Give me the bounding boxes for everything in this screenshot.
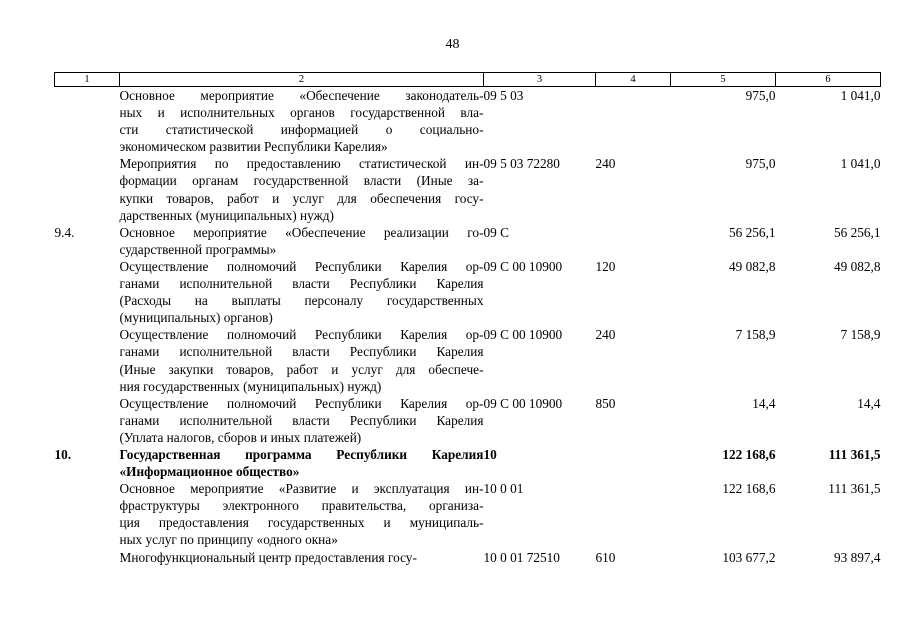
description-line: (муниципальных) органов) [119, 310, 273, 326]
description-line: Многофункциональный центр предоставления госу- [119, 549, 417, 565]
row-description [120, 326, 484, 394]
row-description [120, 224, 484, 258]
budget-table [54, 72, 881, 566]
description-line: ния государственных (муниципальных) нужд) [119, 378, 382, 394]
amount-year-2: 1 041,0 [840, 156, 881, 172]
table-row [55, 395, 881, 446]
row-description [120, 155, 484, 223]
amount-year-1: 975,0 [745, 88, 776, 103]
description-line: ганами исполнительной власти Республики Карелия [119, 412, 484, 428]
row-number [55, 326, 120, 394]
amount-year-2: 7 158,9 [840, 327, 881, 343]
amount-year-2: 1 041,0 [840, 88, 881, 103]
description-line: фраструктуры электронного правительства, организа- [119, 498, 484, 514]
column-header: 5 [671, 73, 776, 87]
expense-type [596, 480, 671, 548]
column-header: 1 [55, 73, 120, 87]
table-row [55, 326, 881, 394]
amount-year-2: 111 361,5 [828, 481, 881, 497]
expense-type: 240 [595, 327, 616, 343]
expense-type [596, 224, 671, 258]
amount-year-2: 49 082,8 [833, 258, 881, 274]
table-row [55, 549, 881, 566]
budget-code: 09 С 00 10900 [483, 327, 563, 343]
row-number: 10. [54, 446, 72, 462]
table-row [55, 155, 881, 223]
description-line: купки товаров, работ и услуг для обеспечения госу- [119, 190, 484, 206]
description-line: Основное мероприятие «Развитие и эксплуатация ин- [119, 481, 484, 497]
budget-code: 10 0 01 72510 [483, 549, 560, 565]
amount-year-2: 93 897,4 [833, 549, 881, 565]
description-line: ных услуг по принципу «одного окна» [119, 532, 338, 548]
column-header: 2 [120, 73, 484, 87]
column-number-row [55, 73, 881, 87]
amount-year-1: 122 168,6 [722, 481, 776, 497]
description-line: ганами исполнительной власти Республики Карелия [119, 276, 484, 292]
description-line: ция предоставления государственных и муниципаль- [119, 515, 484, 531]
amount-year-1: 14,4 [752, 395, 776, 411]
table-row [55, 446, 881, 480]
row-number [55, 258, 120, 326]
amount-year-1: 56 256,1 [728, 224, 776, 240]
amount-year-2: 14,4 [857, 395, 881, 411]
expense-type [596, 446, 671, 480]
column-header: 4 [596, 73, 671, 87]
page-number: 48 [445, 37, 460, 52]
budget-code: 09 5 03 [483, 88, 524, 103]
row-description [120, 446, 484, 480]
description-line: Осуществление полномочий Республики Карелия ор- [119, 395, 484, 411]
amount-year-1: 7 158,9 [735, 327, 776, 343]
description-line: Осуществление полномочий Республики Карелия ор- [119, 258, 484, 274]
expense-type: 850 [595, 395, 616, 411]
budget-code: 09 5 03 72280 [483, 156, 560, 172]
row-description [120, 549, 484, 566]
budget-code: 09 С 00 10900 [483, 258, 563, 274]
description-line: ганами исполнительной власти Республики Карелия [119, 344, 484, 360]
row-number [55, 395, 120, 446]
table-row [55, 87, 881, 156]
budget-code: 10 0 01 [483, 481, 524, 497]
row-number [55, 155, 120, 223]
description-line: сти статистической информацией о социально- [119, 122, 484, 138]
budget-code: 10 [483, 446, 497, 462]
amount-year-2: 111 361,5 [828, 446, 881, 462]
description-line: Государственная программа Республики Карелия [119, 446, 484, 462]
amount-year-2: 56 256,1 [833, 224, 881, 240]
description-line: «Информационное общество» [119, 464, 300, 480]
row-number [55, 480, 120, 548]
description-line: (Расходы на выплаты персоналу государственных [119, 293, 484, 309]
row-description [120, 395, 484, 446]
expense-type: 610 [595, 549, 616, 565]
description-line: формации органам государственной власти (Иные за- [119, 173, 484, 189]
description-line: Мероприятия по предоставлению статистической ин- [119, 156, 484, 172]
budget-code: 09 С 00 10900 [483, 395, 563, 411]
description-line: Основное мероприятие «Обеспечение реализации го- [119, 224, 484, 240]
amount-year-1: 49 082,8 [728, 258, 776, 274]
table-row [55, 258, 881, 326]
row-number [55, 87, 120, 156]
description-line: Осуществление полномочий Республики Карелия ор- [119, 327, 484, 343]
amount-year-1: 975,0 [745, 156, 776, 172]
expense-type: 120 [595, 258, 616, 274]
table-row [55, 480, 881, 548]
description-line: Основное мероприятие «Обеспечение законодатель- [119, 88, 484, 103]
column-header: 6 [776, 73, 881, 87]
description-line: сударственной программы» [119, 241, 277, 257]
amount-year-1: 103 677,2 [722, 549, 776, 565]
budget-code: 09 С [483, 224, 509, 240]
column-header: 3 [484, 73, 596, 87]
table-row [55, 224, 881, 258]
row-description [120, 87, 484, 156]
description-line: дарственных (муниципальных) нужд) [119, 207, 334, 223]
amount-year-1: 122 168,6 [722, 446, 776, 462]
expense-type [596, 87, 671, 156]
row-number [55, 549, 120, 566]
description-line: экономическом развитии Республики Карелия» [119, 139, 388, 155]
row-description [120, 480, 484, 548]
description-line: ных и исполнительных органов государственной вла- [119, 105, 484, 121]
description-line: (Иные закупки товаров, работ и услуг для обеспече- [119, 361, 484, 377]
row-description [120, 258, 484, 326]
row-number: 9.4. [54, 224, 75, 240]
expense-type: 240 [595, 156, 616, 172]
description-line: (Уплата налогов, сборов и иных платежей) [119, 429, 362, 445]
